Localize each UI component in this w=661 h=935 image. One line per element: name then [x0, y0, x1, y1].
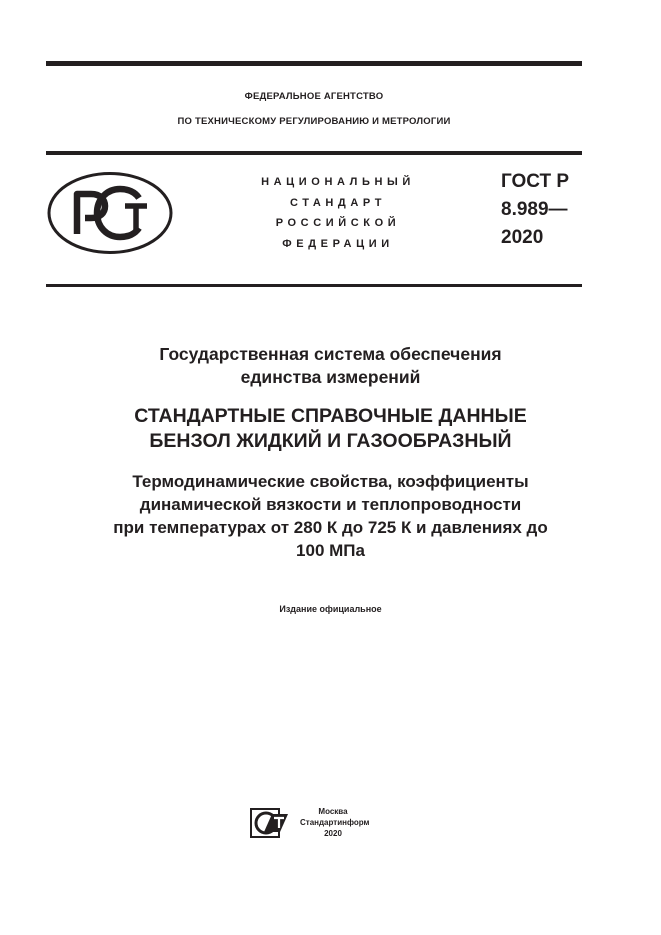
series-title-line: единства измерений	[240, 367, 421, 387]
document-subtitle-line: динамической вязкости и теплопроводности	[139, 495, 522, 514]
national-standard-line: СТАНДАРТ	[289, 196, 387, 209]
national-standard-line: НАЦИОНАЛЬНЫЙ	[261, 176, 415, 188]
agency-name-line1: ФЕДЕРАЛЬНОЕ АГЕНТСТВО	[244, 91, 384, 102]
designation-line: 8.989—	[501, 199, 568, 220]
document-title-line: СТАНДАРТНЫЕ СПРАВОЧНЫЕ ДАННЫЕ	[134, 405, 527, 427]
document-title	[20, 404, 641, 454]
national-standard-label	[236, 172, 440, 254]
document-subtitle-line: Термодинамические свойства, коэффициенты	[132, 472, 529, 491]
publisher-imprint	[300, 806, 370, 839]
publisher-city: Москва	[318, 807, 348, 816]
national-standard-line: РОССИЙСКОЙ	[275, 217, 401, 229]
series-title	[20, 343, 641, 389]
publisher-name: Стандартинформ	[300, 818, 370, 827]
document-subtitle-line: при температурах от 280 К до 725 К и давлениях до	[113, 518, 548, 537]
agency-name-line2: ПО ТЕХНИЧЕСКОМУ РЕГУЛИРОВАНИЮ И МЕТРОЛОГИИ	[177, 116, 451, 127]
publication-year: 2020	[324, 829, 342, 838]
document-subtitle	[20, 470, 641, 562]
designation-line: ГОСТ Р	[501, 171, 570, 192]
edition-note: Издание официальное	[279, 604, 382, 614]
top-rule	[46, 61, 582, 66]
national-standard-line: ФЕДЕРАЦИИ	[282, 237, 394, 250]
standartinform-logo-icon	[250, 808, 290, 838]
document-title-line: БЕНЗОЛ ЖИДКИЙ И ГАЗООБРАЗНЫЙ	[149, 430, 512, 452]
designation-line: 2020	[501, 227, 544, 248]
gost-r-emblem-icon	[47, 172, 173, 254]
header-rule	[46, 151, 582, 155]
standard-designation	[501, 168, 569, 252]
series-title-line: Государственная система обеспечения	[159, 344, 502, 364]
document-subtitle-line: 100 МПа	[296, 541, 365, 560]
header-bottom-rule	[46, 284, 582, 287]
